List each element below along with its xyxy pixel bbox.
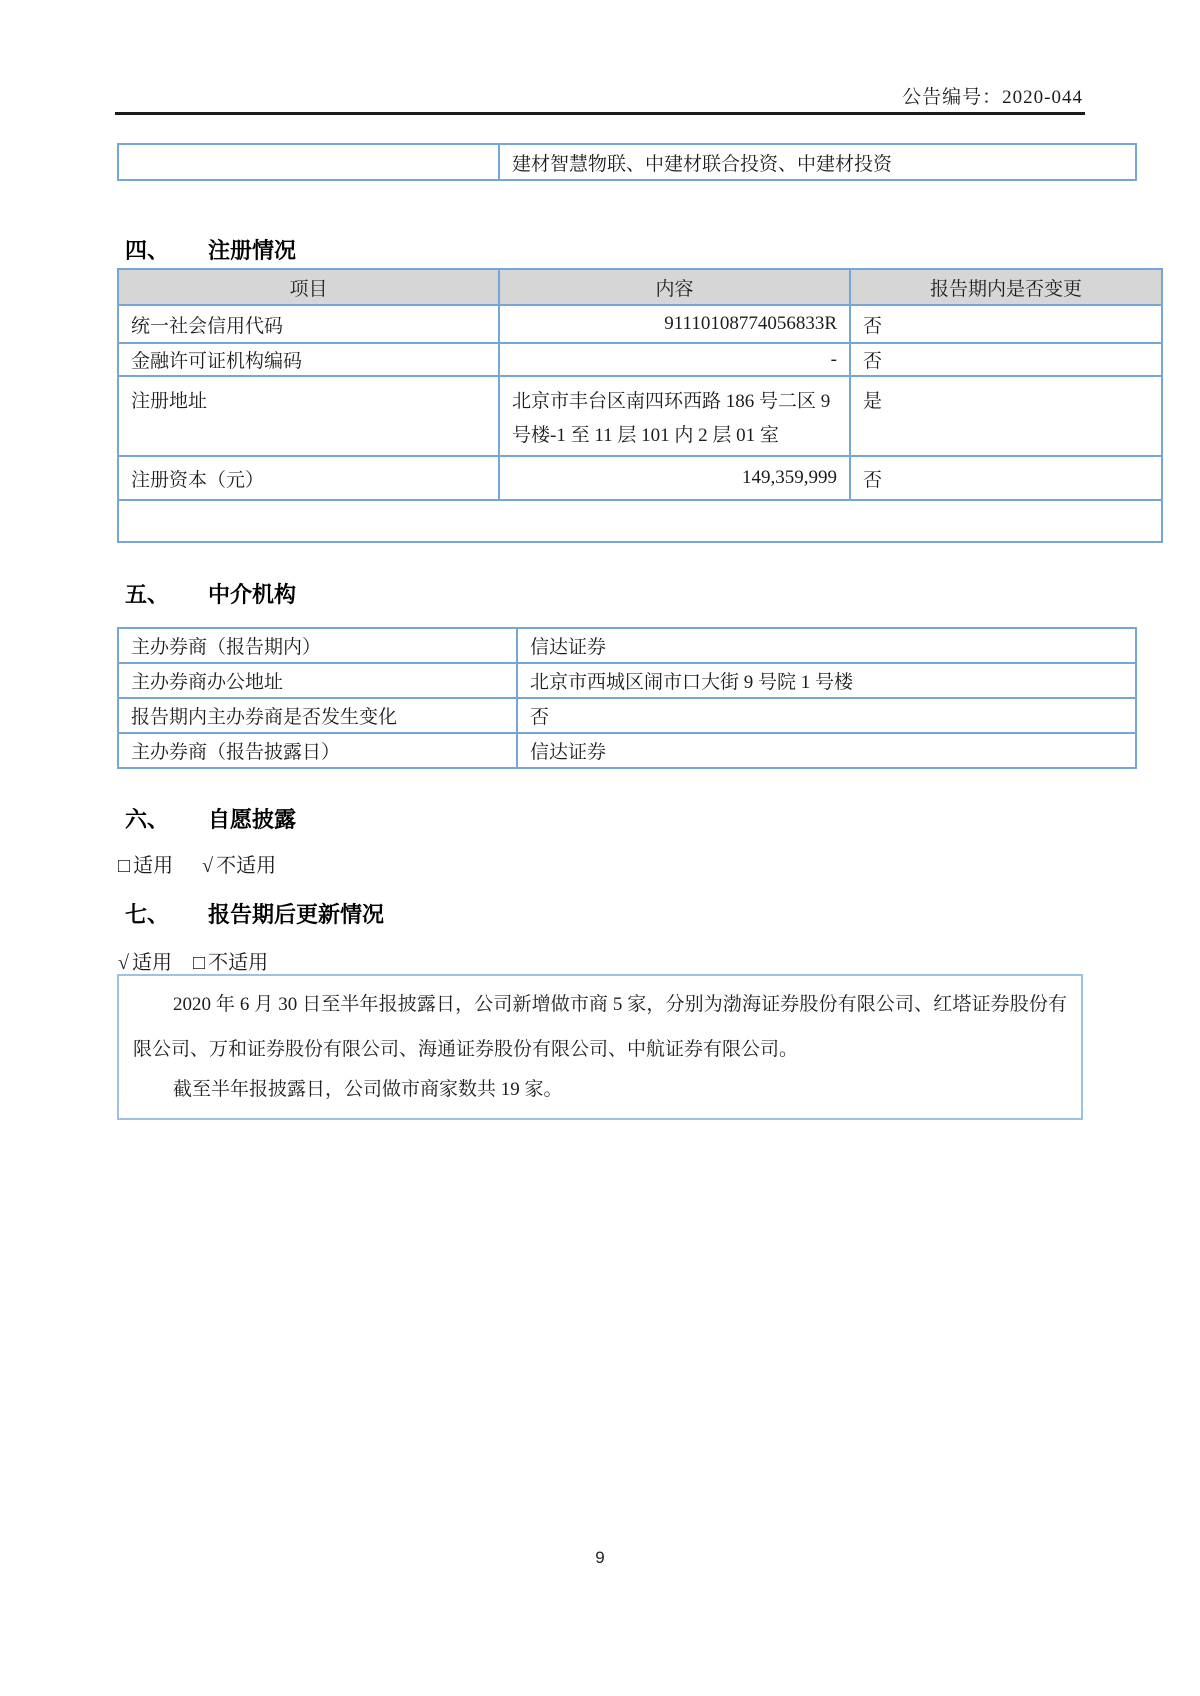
continuation-value-cell: 建材智慧物联、中建材联合投资、中建材投资: [499, 144, 1136, 180]
section-heading-voluntary: [125, 803, 296, 834]
option-not-selected: [193, 952, 268, 974]
cell-item: 金融许可证机构编码: [118, 343, 499, 376]
update-details-box: [117, 974, 1083, 1120]
table-row: [118, 343, 1162, 376]
cell-content: 149,359,999: [499, 456, 850, 500]
heading-title: 自愿披露: [208, 807, 297, 832]
table-row: [118, 663, 1136, 698]
col-header-item: 项目: [118, 269, 499, 305]
cell-value: 否: [517, 698, 1136, 733]
checkbox-square-icon: □: [192, 952, 206, 974]
col-header-changed: 报告期内是否变更: [850, 269, 1162, 305]
cell-changed: 否: [850, 305, 1162, 343]
heading-title: 中介机构: [208, 582, 297, 607]
cell-content: -: [499, 343, 850, 376]
option-selected: [118, 952, 172, 974]
table-header-row: [118, 269, 1162, 305]
cell-item: 统一社会信用代码: [118, 305, 499, 343]
table-empty-row: [118, 500, 1162, 542]
table-row: [118, 456, 1162, 500]
cell-changed: 否: [850, 343, 1162, 376]
cell-item: 注册资本（元）: [118, 456, 499, 500]
option-label: 不适用: [216, 855, 277, 877]
cell-content: 91110108774056833R: [499, 305, 850, 343]
table-row: [118, 698, 1136, 733]
page-number: 9: [595, 1548, 605, 1567]
table-row: [118, 733, 1136, 768]
heading-number: 四、: [125, 238, 170, 263]
cell-changed: 是: [850, 376, 1162, 456]
section-heading-registration: [125, 234, 296, 265]
update-paragraph: 2020 年 6 月 30 日至半年报披露日，公司新增做市商 5 家，分别为渤海证券股份有限公司、红塔证券股份有限公司、万和证券股份有限公司、海通证券股份有限公司、中航证券有限公司。: [133, 994, 1067, 1060]
check-mark-icon: √: [118, 952, 129, 974]
intermediary-table: [117, 627, 1137, 769]
cell-item: 注册地址: [118, 376, 499, 456]
update-applicability-options: [118, 946, 292, 975]
update-paragraph: 截至半年报披露日，公司做市商家数共 19 家。: [173, 1079, 563, 1100]
cell-label: 主办券商（报告期内）: [118, 628, 517, 663]
cell-label: 主办券商（报告披露日）: [118, 733, 517, 768]
option-label: 适用: [131, 952, 172, 974]
heading-title: 注册情况: [208, 238, 297, 263]
header-rule: [115, 112, 1085, 115]
voluntary-applicability-options: [118, 849, 300, 878]
section-heading-update: [125, 898, 384, 929]
continuation-empty-cell: [118, 144, 499, 180]
cell-label: 报告期内主办券商是否发生变化: [118, 698, 517, 733]
option-not-selected: [118, 855, 173, 877]
heading-number: 七、: [125, 902, 170, 927]
cell-changed: 否: [850, 456, 1162, 500]
col-header-content: 内容: [499, 269, 850, 305]
section-heading-intermediary: [125, 578, 296, 609]
heading-number: 五、: [125, 582, 170, 607]
checkbox-square-icon: □: [118, 855, 131, 877]
table-row: [118, 305, 1162, 343]
continuation-table: [117, 143, 1137, 181]
table-row: [118, 628, 1136, 663]
cell-value: 信达证券: [517, 628, 1136, 663]
option-label: 适用: [133, 855, 174, 877]
empty-cell: [118, 500, 1162, 542]
option-label: 不适用: [208, 952, 269, 974]
heading-title: 报告期后更新情况: [208, 902, 385, 927]
announcement-number: 公告编号：2020-044: [902, 87, 1083, 108]
heading-number: 六、: [125, 807, 170, 832]
check-mark-icon: √: [202, 855, 214, 877]
cell-value: 信达证券: [517, 733, 1136, 768]
option-selected: [202, 855, 276, 877]
cell-value: 北京市西城区闹市口大街 9 号院 1 号楼: [517, 663, 1136, 698]
cell-label: 主办券商办公地址: [118, 663, 517, 698]
table-row: [118, 376, 1162, 456]
cell-content: 北京市丰台区南四环西路 186 号二区 9 号楼-1 至 11 层 101 内 2 层 01 室: [499, 376, 850, 456]
table-row: [118, 144, 1136, 180]
registration-table: [117, 268, 1163, 543]
